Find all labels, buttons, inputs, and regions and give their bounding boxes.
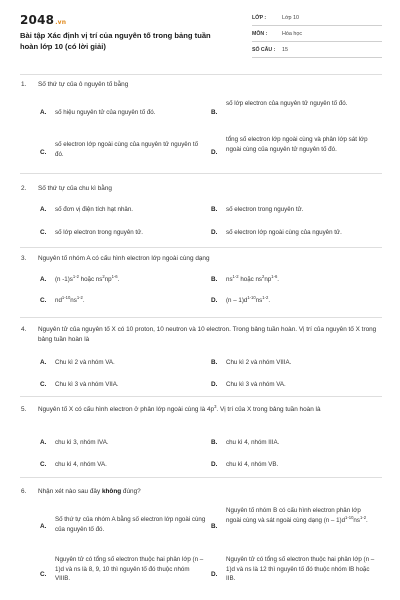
- option-text[interactable]: số lớp electron trong nguyên tử.: [55, 229, 143, 236]
- question-text: Số thứ tự của chu kì bằng: [38, 185, 112, 192]
- formula-part: .: [117, 276, 120, 283]
- meta-value: 15: [282, 47, 288, 53]
- formula-part: ns: [255, 297, 263, 304]
- option-text[interactable]: [226, 506, 376, 525]
- formula-sup: 1-2: [232, 273, 239, 279]
- option-text[interactable]: chu kì 4, nhóm IIIA.: [226, 439, 280, 446]
- option-letter[interactable]: B.: [211, 206, 218, 213]
- formula-sup: 1-10: [61, 294, 71, 300]
- formula-sup: 2: [262, 273, 265, 279]
- option-letter[interactable]: B.: [211, 523, 218, 530]
- formula-sup: 1-6: [271, 273, 278, 279]
- option-text[interactable]: Nguyên tử có tổng số electron thuộc hai phân lớp (n – 1)d và ns là 8, 9, 10 thì nguyên tố đó thuộc nhóm VIIIB.: [55, 556, 204, 583]
- question-text-part: . Vị trí của X trong bảng tuần hoàn là: [216, 406, 321, 413]
- option-text-part: Nguyên tố nhóm B có cấu hình electron phân lớp ngoài cùng và sát ngoài cùng dạng (n – 1)d: [226, 507, 361, 524]
- question-number: 5.: [21, 406, 27, 413]
- meta-info: [252, 13, 382, 61]
- divider: [20, 317, 382, 318]
- option-text[interactable]: số electron trong nguyên tử.: [226, 206, 304, 213]
- option-text[interactable]: Số thứ tự của nhóm A bằng số electron lớp ngoài cùng của nguyên tố đó.: [55, 516, 206, 533]
- question-number: 3.: [21, 255, 27, 262]
- option-letter[interactable]: D.: [211, 297, 218, 304]
- option-letter[interactable]: A.: [40, 206, 47, 213]
- option-letter[interactable]: B.: [211, 109, 218, 116]
- option-letter[interactable]: C.: [40, 297, 47, 304]
- option-text[interactable]: chu kì 4, nhóm VA.: [55, 461, 107, 468]
- option-text[interactable]: [226, 275, 376, 285]
- option-text-part: ns: [353, 516, 360, 524]
- formula-part: .: [277, 276, 280, 283]
- meta-key: MÔN :: [252, 31, 268, 37]
- option-letter[interactable]: A.: [40, 439, 47, 446]
- option-text[interactable]: chu kì 4, nhóm VB.: [226, 461, 279, 468]
- meta-row-subject: [252, 29, 382, 42]
- formula-part: ns: [70, 297, 77, 304]
- meta-value: Hóa học: [282, 31, 303, 37]
- option-letter[interactable]: B.: [211, 359, 218, 366]
- divider: [20, 173, 382, 174]
- question-number: 6.: [21, 488, 27, 495]
- question-text: Nguyên tử của nguyên tố X có 10 proton, 10 neutron và 10 electron. Trong bảng tuần hoàn. Vị trí của nguyên tố X trong bảng tuần hoàn là: [38, 326, 377, 343]
- option-letter[interactable]: A.: [40, 109, 47, 116]
- formula-part: (n -1)s: [55, 276, 73, 283]
- meta-value: Lớp 10: [282, 15, 300, 21]
- logo-text: 2048: [20, 13, 55, 27]
- option-text[interactable]: Chu kì 3 và nhóm VIIA.: [55, 381, 119, 388]
- formula-sup: 2: [102, 273, 105, 279]
- formula-sup: 1-2: [262, 294, 269, 300]
- question-text-part: Nguyên tố X có cấu hình electron ở phân lớp ngoài cùng là 4p: [38, 406, 215, 413]
- meta-row-class: [252, 13, 382, 26]
- question-text-part: Nhận xét nào sau đây: [38, 488, 102, 495]
- option-text[interactable]: chu kì 3, nhóm IVA.: [55, 439, 109, 446]
- option-letter[interactable]: C.: [40, 229, 47, 236]
- question-text: [38, 487, 383, 497]
- formula-part: hoặc ns: [78, 276, 103, 283]
- option-letter[interactable]: B.: [211, 439, 218, 446]
- question-text: Nguyên tố nhóm A có cấu hình electron lớp ngoài cùng dạng: [38, 255, 210, 262]
- divider: [20, 396, 382, 397]
- option-letter[interactable]: C.: [40, 571, 47, 578]
- option-text[interactable]: Nguyên tử có tổng số electron thuộc hai phân lớp (n – 1)d và ns là 12 thì nguyên tố đó thuộc nhóm IB hoặc IIB.: [226, 556, 375, 583]
- option-text[interactable]: Chu kì 2 và nhóm VIIIA.: [226, 359, 292, 366]
- formula-part: ns: [226, 276, 233, 283]
- option-letter[interactable]: A.: [40, 276, 47, 283]
- divider: [20, 74, 382, 75]
- question-number: 2.: [21, 185, 27, 192]
- option-letter[interactable]: A.: [40, 359, 47, 366]
- option-letter[interactable]: D.: [211, 571, 218, 578]
- option-letter[interactable]: C.: [40, 381, 47, 388]
- option-text-part: .: [366, 516, 368, 524]
- divider: [20, 247, 382, 248]
- divider: [20, 477, 382, 478]
- option-text[interactable]: [55, 296, 205, 306]
- formula-part: nd: [55, 297, 62, 304]
- formula-part: hoặc ns: [238, 276, 262, 283]
- option-text[interactable]: [226, 296, 376, 306]
- question-number: 1.: [21, 81, 27, 88]
- option-letter[interactable]: A.: [40, 523, 47, 530]
- option-letter[interactable]: D.: [211, 149, 218, 156]
- question-number: 4.: [21, 326, 27, 333]
- option-letter[interactable]: B.: [211, 276, 218, 283]
- question-text: [38, 405, 383, 415]
- formula-sup: 1-2: [76, 294, 83, 300]
- page-title: Bài tập Xác định vị trí của nguyên tố trong bảng tuần hoàn lớp 10 (có lời giải): [20, 31, 211, 51]
- formula-sup: 1-2: [359, 514, 367, 520]
- formula-part: np: [264, 276, 272, 283]
- question-text: Số thứ tự của ô nguyên tố bằng: [38, 81, 129, 88]
- option-letter[interactable]: D.: [211, 461, 218, 468]
- option-letter[interactable]: C.: [40, 461, 47, 468]
- logo-suffix: .vn: [55, 19, 67, 26]
- question-text-part: đúng?: [121, 488, 141, 495]
- option-text[interactable]: [55, 275, 205, 285]
- option-text[interactable]: Chu kì 2 và nhóm VA.: [55, 359, 115, 366]
- formula-sup: 1-10: [345, 514, 354, 520]
- option-text[interactable]: số lớp electron của nguyên tử nguyên tố đó.: [226, 100, 348, 107]
- meta-key: LỚP :: [252, 15, 267, 21]
- option-letter[interactable]: D.: [211, 381, 218, 388]
- formula-part: .: [268, 297, 271, 304]
- option-text[interactable]: tổng số electron lớp ngoài cùng và phân lớp sát lớp ngoài cùng của nguyên tử nguyên tố đó.: [226, 136, 368, 153]
- option-text[interactable]: số đơn vị điện tích hạt nhân.: [55, 206, 134, 213]
- question-text-emphasis: không: [101, 488, 122, 495]
- formula-part: .: [82, 297, 85, 304]
- option-text[interactable]: số electron lớp ngoài cùng của nguyên tử nguyên tố đó.: [55, 141, 199, 158]
- formula-part: (n – 1)d: [226, 297, 248, 304]
- option-letter[interactable]: C.: [40, 149, 47, 156]
- option-text[interactable]: số hiệu nguyên tử của nguyên tố đó.: [55, 109, 156, 116]
- meta-key: SỐ CÂU :: [252, 47, 276, 53]
- formula-sup: 1-10: [247, 294, 256, 300]
- site-logo[interactable]: [20, 13, 66, 27]
- option-text[interactable]: số electron lớp ngoài cùng của nguyên tử.: [226, 229, 342, 236]
- formula-sup: 1-6: [111, 273, 118, 279]
- option-letter[interactable]: D.: [211, 229, 218, 236]
- page-header: [0, 0, 400, 66]
- formula-sup: 1-2: [72, 273, 79, 279]
- option-text[interactable]: Chu kì 3 và nhóm VA.: [226, 381, 286, 388]
- meta-row-count: [252, 45, 382, 58]
- formula-part: np: [104, 276, 112, 283]
- question-text-sup: 3: [214, 403, 217, 409]
